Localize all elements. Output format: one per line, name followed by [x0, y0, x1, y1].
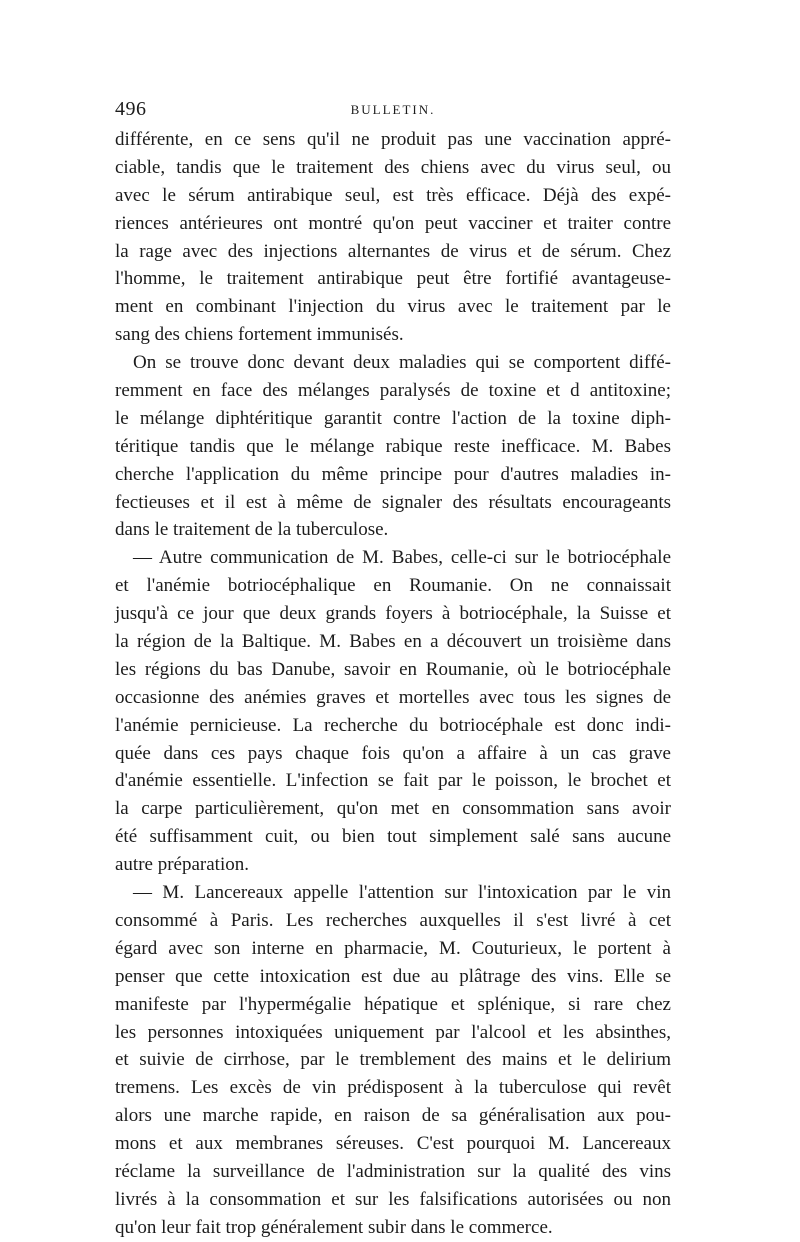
text-line: cherche l'application du même principe pour d'autres maladies in- [115, 463, 671, 485]
body-text [115, 126, 671, 1242]
text-line: et l'anémie botriocéphalique en Roumanie. On ne connaissait [115, 575, 671, 597]
text-line: téritique tandis que le mélange rabique reste inefficace. M. Babes [115, 435, 671, 457]
text-line: autre préparation. [115, 854, 249, 876]
text-line: la carpe particulièrement, qu'on met en consommation sans avoir [115, 798, 671, 820]
text-line: riences antérieures ont montré qu'on peut vacciner et traiter contre [115, 212, 671, 234]
text-line: ment en combinant l'injection du virus avec le traitement par le [115, 296, 671, 318]
text-line: dans le traitement de la tuberculose. [115, 519, 389, 541]
text-line: consommé à Paris. Les recherches auxquelles il s'est livré à cet [115, 909, 671, 931]
text-line: ciable, tandis que le traitement des chiens avec du virus seul, ou [115, 156, 671, 178]
page-number: 496 [115, 98, 147, 120]
text-line: différente, en ce sens qu'il ne produit pas une vaccination appré- [115, 129, 671, 150]
text-line: remment en face des mélanges paralysés de toxine et d antitoxine; [115, 380, 671, 402]
text-line: le mélange diphtéritique garantit contre l'action de la toxine diph- [115, 407, 671, 429]
text-line: les personnes intoxiquées uniquement par l'alcool et les absinthes, [115, 1021, 671, 1043]
text-line: sang des chiens fortement immunisés. [115, 324, 404, 346]
text-line: les régions du bas Danube, savoir en Roumanie, où le botriocéphale [115, 658, 671, 680]
text-line: livrés à la consommation et sur les falsifications autorisées ou non [115, 1188, 671, 1210]
text-line: la région de la Baltique. M. Babes en a découvert un troisième dans [115, 631, 671, 653]
text-line: occasionne des anémies graves et mortelles avec tous les signes de [115, 686, 671, 708]
text-line: l'anémie pernicieuse. La recherche du botriocéphale est donc indi- [115, 714, 671, 736]
text-line: et suivie de cirrhose, par le tremblement des mains et le delirium [115, 1049, 671, 1071]
text-line: l'homme, le traitement antirabique peut être fortifié avantageuse- [115, 268, 671, 290]
text-line: fectieuses et il est à même de signaler des résultats encourageants [115, 491, 671, 513]
text-line: alors une marche rapide, en raison de sa généralisation aux pou- [115, 1105, 671, 1127]
text-line: la rage avec des injections alternantes de virus et de sérum. Chez [115, 240, 671, 262]
text-line: jusqu'à ce jour que deux grands foyers à botriocéphale, la Suisse et [115, 603, 671, 625]
text-line: qu'on leur fait trop généralement subir dans le commerce. [115, 1216, 553, 1238]
running-title: BULLETIN. [350, 102, 436, 117]
paragraph-start-line: — M. Lancereaux appelle l'attention sur l'intoxication par le vin [133, 882, 671, 904]
text-line: égard avec son interne en pharmacie, M. Couturieux, le portent à [115, 937, 671, 959]
paragraph-start-line: — Autre communication de M. Babes, celle-ci sur le botriocéphale [133, 547, 671, 569]
text-line: mons et aux membranes séreuses. C'est pourquoi M. Lancereaux [115, 1133, 671, 1155]
page-header [115, 98, 671, 128]
text-line: manifeste par l'hypermégalie hépatique et splénique, si rare chez [115, 993, 671, 1015]
text-line: été suffisamment cuit, ou bien tout simplement salé sans aucune [115, 826, 671, 848]
text-line: penser que cette intoxication est due au plâtrage des vins. Elle se [115, 965, 671, 987]
text-line: avec le sérum antirabique seul, est très efficace. Déjà des expé- [115, 184, 671, 206]
text-line: tremens. Les excès de vin prédisposent à la tuberculose qui revêt [115, 1077, 671, 1099]
paragraph-start-line: On se trouve donc devant deux maladies qui se comportent diffé- [133, 352, 671, 374]
text-line: quée dans ces pays chaque fois qu'on a affaire à un cas grave [115, 742, 671, 764]
text-line: d'anémie essentielle. L'infection se fait par le poisson, le brochet et [115, 770, 671, 792]
text-line: réclame la surveillance de l'administration sur la qualité des vins [115, 1160, 671, 1182]
